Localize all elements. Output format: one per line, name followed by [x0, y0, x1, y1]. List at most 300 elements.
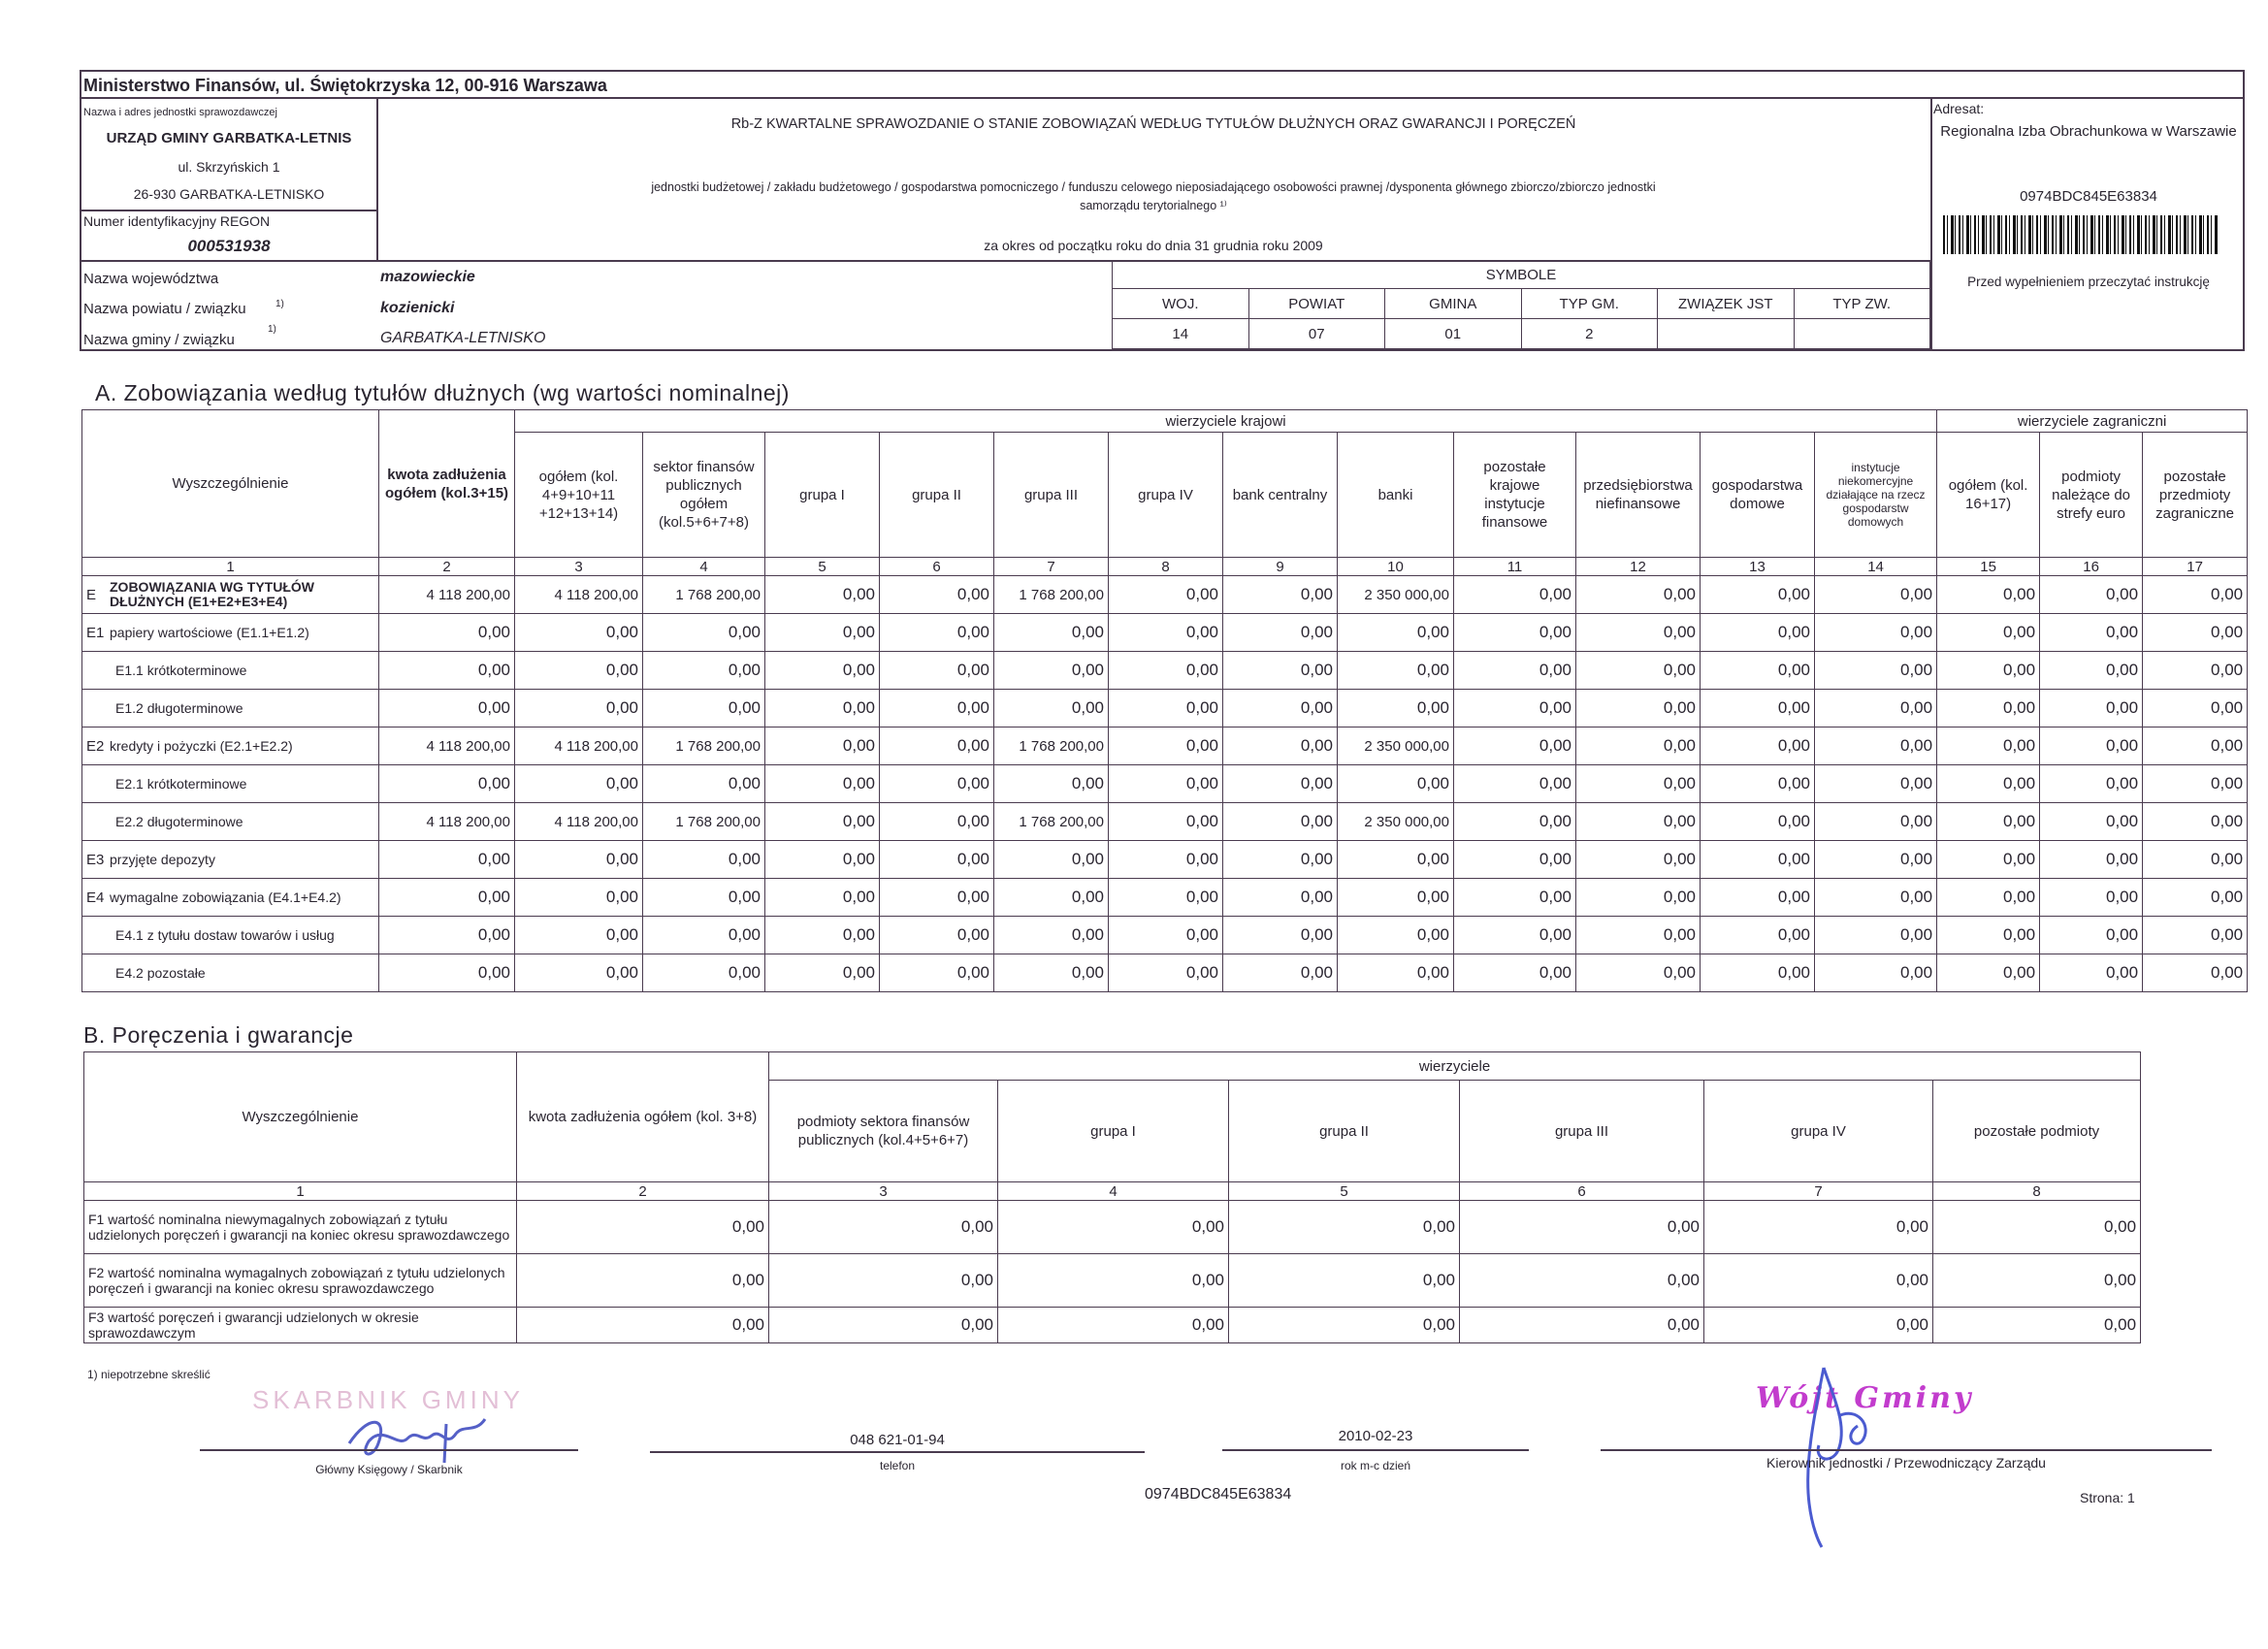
cell-value: 0,00	[1701, 652, 1815, 690]
row-code: E	[86, 586, 97, 603]
cell-value: 1 768 200,00	[994, 576, 1109, 614]
cell-value: 0,00	[1454, 728, 1576, 765]
cell-value: 0,00	[643, 765, 765, 803]
table-row	[82, 614, 2248, 652]
table-row	[82, 917, 2248, 954]
cell-value: 0,00	[998, 1254, 1229, 1308]
symbol-gmina-label: GMINA	[1385, 289, 1522, 319]
col-number: 11	[1454, 558, 1576, 576]
cell-value: 0,00	[1815, 803, 1937, 841]
col-header: pozostałe przedmioty zagraniczne	[2143, 433, 2248, 558]
date-caption: rok m-c dzień	[1340, 1459, 1411, 1472]
col-header: kwota zadłużenia ogółem (kol.3+15)	[379, 410, 515, 558]
addressee: Regionalna Izba Obrachunkowa w Warszawie	[1940, 123, 2237, 140]
col-number: 16	[2040, 558, 2143, 576]
cell-value: 0,00	[2143, 652, 2248, 690]
cell-value: 0,00	[994, 917, 1109, 954]
cell-value: 4 118 200,00	[379, 803, 515, 841]
cell-value: 0,00	[1109, 803, 1223, 841]
row-code: E2	[86, 737, 105, 755]
cell-value: 0,00	[1223, 841, 1338, 879]
cell-value: 4 118 200,00	[515, 803, 643, 841]
col-number: 15	[1937, 558, 2040, 576]
cell-value: 0,00	[379, 614, 515, 652]
cell-value: 0,00	[515, 765, 643, 803]
symbol-woj-label: WOJ.	[1113, 289, 1249, 319]
cell-value: 0,00	[379, 954, 515, 992]
cell-value: 0,00	[1223, 917, 1338, 954]
cell-value: 0,00	[2040, 954, 2143, 992]
col-header: bank centralny	[1223, 433, 1338, 558]
divider	[80, 97, 2245, 99]
row-text: E4.1 z tytułu dostaw towarów i usług	[115, 926, 335, 943]
row-label	[82, 614, 379, 652]
cell-value: 0,00	[1937, 652, 2040, 690]
cell-value: 0,00	[765, 765, 880, 803]
cell-value: 0,00	[1109, 841, 1223, 879]
col-header: przedsiębiorstwa niefinansowe	[1576, 433, 1701, 558]
cell-value: 0,00	[765, 917, 880, 954]
cell-value: 0,00	[1229, 1308, 1460, 1343]
cell-value: 0,00	[880, 879, 994, 917]
row-label	[82, 765, 379, 803]
footer-code: 0974BDC845E63834	[1145, 1486, 1292, 1503]
cell-value: 0,00	[1109, 917, 1223, 954]
row-text: E1.1 krótkoterminowe	[115, 662, 247, 678]
cell-value: 2 350 000,00	[1338, 728, 1454, 765]
cell-value: 0,00	[1937, 614, 2040, 652]
cell-value: 0,00	[1576, 690, 1701, 728]
col-header: podmioty należące do strefy euro	[2040, 433, 2143, 558]
col-number: 8	[1109, 558, 1223, 576]
col-header: gospodarstwa domowe	[1701, 433, 1815, 558]
cell-value: 0,00	[2040, 765, 2143, 803]
table-row	[82, 576, 2248, 614]
cell-value: 0,00	[769, 1201, 998, 1254]
cell-value: 0,00	[379, 652, 515, 690]
cell-value: 0,00	[2040, 841, 2143, 879]
cell-value: 0,00	[1937, 690, 2040, 728]
cell-value: 0,00	[515, 690, 643, 728]
cell-value: 0,00	[1338, 614, 1454, 652]
cell-value: 0,00	[998, 1201, 1229, 1254]
col-number: 2	[379, 558, 515, 576]
col-number: 12	[1576, 558, 1701, 576]
row-label: F1 wartość nominalna niewymagalnych zobowiązań z tytułu udzielonych poręczeń i gwarancji na koniec okresu sprawozdawczego	[84, 1201, 517, 1254]
ministry-line: Ministerstwo Finansów, ul. Świętokrzyska 12, 00-916 Warszawa	[83, 76, 607, 95]
col-number: 6	[880, 558, 994, 576]
phone-value: 048 621-01-94	[850, 1432, 945, 1448]
cell-value: 0,00	[1109, 954, 1223, 992]
cell-value: 0,00	[2143, 614, 2248, 652]
cell-value: 1 768 200,00	[643, 576, 765, 614]
cell-value: 0,00	[994, 690, 1109, 728]
cell-value: 0,00	[1576, 803, 1701, 841]
signature-line	[1222, 1449, 1529, 1451]
col-number: 5	[1229, 1182, 1460, 1201]
row-text: wymagalne zobowiązania (E4.1+E4.2)	[110, 889, 341, 905]
row-text: przyjęte depozyty	[110, 851, 215, 867]
district-label: Nazwa powiatu / związku	[83, 301, 246, 317]
symbol-typ-zw-label: TYP ZW.	[1794, 289, 1930, 319]
cell-value: 0,00	[1937, 954, 2040, 992]
divider	[1930, 97, 1932, 351]
cell-value: 0,00	[643, 841, 765, 879]
cell-value: 1 768 200,00	[994, 728, 1109, 765]
cell-value: 0,00	[1576, 728, 1701, 765]
cell-value: 0,00	[1937, 841, 2040, 879]
head-caption: Kierownik jednostki / Przewodniczący Zarządu	[1766, 1455, 2046, 1471]
cell-value: 0,00	[765, 803, 880, 841]
cell-value: 0,00	[1704, 1308, 1933, 1343]
cell-value: 4 118 200,00	[379, 728, 515, 765]
symbols-table	[1112, 260, 1930, 349]
symbols-caption: SYMBOLE	[1113, 261, 1930, 289]
cell-value: 0,00	[2040, 917, 2143, 954]
row-text: E4.2 pozostałe	[115, 964, 206, 981]
group-domestic: wierzyciele krajowi	[515, 410, 1937, 433]
col-header: pozostałe podmioty	[1933, 1081, 2141, 1182]
treasurer-stamp: SKARBNIK GMINY	[252, 1385, 524, 1414]
row-text: kredyty i pożyczki (E2.1+E2.2)	[110, 737, 293, 754]
cell-value: 0,00	[1937, 879, 2040, 917]
cell-value: 0,00	[880, 614, 994, 652]
cell-value: 2 350 000,00	[1338, 576, 1454, 614]
cell-value: 0,00	[379, 879, 515, 917]
cell-value: 0,00	[765, 954, 880, 992]
row-label	[82, 954, 379, 992]
cell-value: 0,00	[1454, 765, 1576, 803]
voivodeship-label: Nazwa województwa	[83, 271, 219, 287]
cell-value: 0,00	[1223, 652, 1338, 690]
col-number: 1	[84, 1182, 517, 1201]
col-number: 1	[82, 558, 379, 576]
row-text: E2.2 długoterminowe	[115, 813, 243, 829]
row-text: E1.2 długoterminowe	[115, 699, 243, 716]
row-text: E2.1 krótkoterminowe	[115, 775, 247, 792]
table-row	[82, 954, 2248, 992]
cell-value: 0,00	[1338, 765, 1454, 803]
cell-value: 0,00	[1338, 917, 1454, 954]
cell-value: 0,00	[765, 614, 880, 652]
group-creditors: wierzyciele	[769, 1052, 2141, 1081]
cell-value: 0,00	[1576, 576, 1701, 614]
cell-value: 0,00	[994, 879, 1109, 917]
cell-value: 0,00	[379, 841, 515, 879]
cell-value: 0,00	[1701, 954, 1815, 992]
col-number: 7	[994, 558, 1109, 576]
cell-value: 0,00	[1460, 1201, 1704, 1254]
cell-value: 0,00	[1454, 841, 1576, 879]
cell-value: 0,00	[765, 841, 880, 879]
regon-caption: Numer identyfikacyjny REGON	[83, 213, 271, 229]
cell-value: 0,00	[1701, 576, 1815, 614]
cell-value: 0,00	[880, 917, 994, 954]
report-date: 2010-02-23	[1338, 1428, 1413, 1444]
cell-value: 0,00	[1460, 1308, 1704, 1343]
cell-value: 1 768 200,00	[994, 803, 1109, 841]
symbol-typ-gm-value: 2	[1521, 319, 1658, 349]
cell-value: 0,00	[1109, 576, 1223, 614]
cell-value: 0,00	[1454, 576, 1576, 614]
cell-value: 0,00	[1576, 652, 1701, 690]
cell-value: 0,00	[880, 652, 994, 690]
col-number: 13	[1701, 558, 1815, 576]
section-b-title: B. Poręczenia i gwarancje	[83, 1022, 354, 1048]
col-header: grupa IV	[1704, 1081, 1933, 1182]
accountant-caption: Główny Księgowy / Skarbnik	[315, 1463, 463, 1476]
cell-value: 1 768 200,00	[643, 728, 765, 765]
cell-value: 0,00	[1937, 803, 2040, 841]
cell-value: 0,00	[1454, 917, 1576, 954]
cell-value: 0,00	[2143, 765, 2248, 803]
symbol-typ-gm-label: TYP GM.	[1521, 289, 1658, 319]
cell-value: 0,00	[2143, 803, 2248, 841]
cell-value: 0,00	[1454, 652, 1576, 690]
row-code: E1	[86, 624, 105, 641]
cell-value: 0,00	[1933, 1308, 2141, 1343]
cell-value: 0,00	[1460, 1254, 1704, 1308]
cell-value: 0,00	[1109, 652, 1223, 690]
cell-value: 0,00	[880, 954, 994, 992]
col-header: grupa IV	[1109, 433, 1223, 558]
cell-value: 0,00	[1815, 765, 1937, 803]
col-number: 3	[515, 558, 643, 576]
cell-value: 0,00	[1338, 841, 1454, 879]
cell-value: 0,00	[1576, 614, 1701, 652]
col-number: 17	[2143, 558, 2248, 576]
row-label	[82, 576, 379, 614]
cell-value: 0,00	[643, 954, 765, 992]
col-number: 4	[643, 558, 765, 576]
divider	[376, 97, 378, 262]
report-subtitle-2: samorządu terytorialnego ¹⁾	[1080, 199, 1227, 212]
cell-value: 0,00	[765, 652, 880, 690]
col-header: instytucje niekomercyjne działające na rzecz gospodarstw domowych	[1815, 433, 1937, 558]
cell-value: 0,00	[1576, 954, 1701, 992]
cell-value: 0,00	[515, 614, 643, 652]
cell-value: 0,00	[515, 917, 643, 954]
row-text: papiery wartościowe (E1.1+E1.2)	[110, 624, 309, 640]
cell-value: 0,00	[765, 576, 880, 614]
col-number: 10	[1338, 558, 1454, 576]
footnote: 1) niepotrzebne skreślić	[87, 1368, 211, 1381]
signature-line	[650, 1451, 1145, 1453]
col-header: grupa II	[1229, 1081, 1460, 1182]
cell-value: 0,00	[994, 841, 1109, 879]
cell-value: 0,00	[1454, 614, 1576, 652]
cell-value: 0,00	[1454, 690, 1576, 728]
cell-value: 0,00	[765, 690, 880, 728]
cell-value: 0,00	[643, 614, 765, 652]
unit-name: URZĄD GMINY GARBATKA-LETNIS	[106, 130, 352, 146]
unit-caption: Nazwa i adres jednostki sprawozdawczej	[83, 107, 277, 118]
cell-value: 0,00	[1223, 690, 1338, 728]
cell-value: 0,00	[1109, 614, 1223, 652]
cell-value: 2 350 000,00	[1338, 803, 1454, 841]
cell-value: 0,00	[1701, 803, 1815, 841]
cell-value: 0,00	[994, 652, 1109, 690]
cell-value: 0,00	[1815, 576, 1937, 614]
col-header: grupa III	[994, 433, 1109, 558]
cell-value: 0,00	[2143, 728, 2248, 765]
symbol-zwiazek-label: ZWIĄZEK JST	[1658, 289, 1795, 319]
regon-value: 000531938	[187, 237, 271, 255]
cell-value: 0,00	[1815, 614, 1937, 652]
report-title: Rb-Z KWARTALNE SPRAWOZDANIE O STANIE ZOBOWIĄZAŃ WEDŁUG TYTUŁÓW DŁUŻNYCH ORAZ GWARANCJI I PORĘCZEŃ	[730, 116, 1576, 132]
cell-value: 1 768 200,00	[643, 803, 765, 841]
head-stamp: Wójt Gminy	[1756, 1381, 1974, 1415]
cell-value: 0,00	[1704, 1254, 1933, 1308]
cell-value: 0,00	[880, 576, 994, 614]
section-a-title: A. Zobowiązania według tytułów dłużnych (wg wartości nominalnej)	[95, 380, 790, 405]
cell-value: 0,00	[1223, 765, 1338, 803]
cell-value: 0,00	[880, 841, 994, 879]
symbol-gmina-value: 01	[1385, 319, 1522, 349]
cell-value: 0,00	[880, 803, 994, 841]
section-a-table	[81, 409, 2248, 992]
col-header: sektor finansów publicznych ogółem (kol.5+6+7+8)	[643, 433, 765, 558]
cell-value: 0,00	[994, 614, 1109, 652]
cell-value: 0,00	[1701, 690, 1815, 728]
cell-value: 0,00	[2040, 690, 2143, 728]
phone-caption: telefon	[879, 1459, 916, 1472]
instruction-note: Przed wypełnieniem przeczytać instrukcję	[1967, 275, 2210, 289]
signature-line	[200, 1449, 578, 1451]
cell-value: 0,00	[1109, 690, 1223, 728]
cell-value: 0,00	[1937, 917, 2040, 954]
voivodeship-value: mazowieckie	[380, 269, 475, 285]
cell-value: 0,00	[1229, 1201, 1460, 1254]
table-row	[82, 728, 2248, 765]
col-header: grupa III	[1460, 1081, 1704, 1182]
cell-value: 0,00	[379, 690, 515, 728]
cell-value: 0,00	[1454, 954, 1576, 992]
table-row	[82, 690, 2248, 728]
signature-line	[1601, 1449, 2212, 1451]
unit-street: ul. Skrzyńskich 1	[178, 159, 280, 175]
symbol-woj-value: 14	[1113, 319, 1249, 349]
district-value: kozienicki	[380, 300, 455, 316]
col-number: 8	[1933, 1182, 2141, 1201]
cell-value: 0,00	[1933, 1201, 2141, 1254]
cell-value: 0,00	[1576, 879, 1701, 917]
cell-value: 0,00	[379, 917, 515, 954]
cell-value: 0,00	[1937, 765, 2040, 803]
cell-value: 0,00	[1223, 803, 1338, 841]
cell-value: 0,00	[994, 954, 1109, 992]
cell-value: 0,00	[1338, 879, 1454, 917]
cell-value: 0,00	[2040, 576, 2143, 614]
cell-value: 0,00	[517, 1308, 769, 1343]
cell-value: 0,00	[1223, 576, 1338, 614]
col-header: podmioty sektora finansów publicznych (kol.4+5+6+7)	[769, 1081, 998, 1182]
cell-value: 0,00	[1701, 917, 1815, 954]
unit-city: 26-930 GARBATKA-LETNISKO	[133, 186, 325, 202]
cell-value: 0,00	[1576, 917, 1701, 954]
cell-value: 0,00	[1815, 652, 1937, 690]
symbol-typ-zw-value	[1794, 319, 1930, 349]
cell-value: 0,00	[643, 917, 765, 954]
cell-value: 0,00	[1223, 954, 1338, 992]
col-number: 9	[1223, 558, 1338, 576]
divider	[80, 210, 376, 211]
cell-value: 4 118 200,00	[379, 576, 515, 614]
col-number: 7	[1704, 1182, 1933, 1201]
row-label	[82, 652, 379, 690]
cell-value: 0,00	[2143, 954, 2248, 992]
cell-value: 0,00	[515, 652, 643, 690]
cell-value: 0,00	[643, 879, 765, 917]
footnote-mark: 1)	[268, 324, 276, 335]
cell-value: 0,00	[880, 728, 994, 765]
col-number: 2	[517, 1182, 769, 1201]
cell-value: 0,00	[1701, 614, 1815, 652]
cell-value: 0,00	[2143, 841, 2248, 879]
table-row	[82, 652, 2248, 690]
col-header: banki	[1338, 433, 1454, 558]
cell-value: 0,00	[1815, 917, 1937, 954]
cell-value: 0,00	[1933, 1254, 2141, 1308]
report-subtitle: jednostki budżetowej / zakładu budżetowego / gospodarstwa pomocniczego / funduszu celowego nieposiadającego osobowości prawnej /dysponenta głównego zbiorczo/zbiorczo jednostki	[651, 180, 1656, 194]
cell-value: 0,00	[2143, 690, 2248, 728]
cell-value: 4 118 200,00	[515, 728, 643, 765]
cell-value: 0,00	[1815, 954, 1937, 992]
cell-value: 0,00	[1704, 1201, 1933, 1254]
addressee-caption: Adresat:	[1933, 101, 1985, 116]
table-row	[82, 803, 2248, 841]
cell-value: 0,00	[379, 765, 515, 803]
col-header: pozostałe krajowe instytucje finansowe	[1454, 433, 1576, 558]
symbol-powiat-value: 07	[1248, 319, 1385, 349]
cell-value: 0,00	[517, 1201, 769, 1254]
cell-value: 0,00	[515, 879, 643, 917]
cell-value: 0,00	[1109, 728, 1223, 765]
col-header: grupa II	[880, 433, 994, 558]
row-code: E3	[86, 851, 105, 868]
commune-label: Nazwa gminy / związku	[83, 332, 235, 348]
symbol-zwiazek-value	[1658, 319, 1795, 349]
cell-value: 0,00	[1454, 879, 1576, 917]
row-label	[82, 879, 379, 917]
col-header: Wyszczególnienie	[82, 410, 379, 558]
col-header: kwota zadłużenia ogółem (kol. 3+8)	[517, 1052, 769, 1182]
report-period: za okres od początku roku do dnia 31 grudnia roku 2009	[984, 238, 1323, 253]
cell-value: 0,00	[994, 765, 1109, 803]
cell-value: 0,00	[1701, 765, 1815, 803]
cell-value: 0,00	[1576, 765, 1701, 803]
cell-value: 0,00	[1109, 765, 1223, 803]
row-label	[82, 803, 379, 841]
col-number: 4	[998, 1182, 1229, 1201]
cell-value: 0,00	[998, 1308, 1229, 1343]
cell-value: 0,00	[1937, 576, 2040, 614]
cell-value: 4 118 200,00	[515, 576, 643, 614]
cell-value: 0,00	[1576, 841, 1701, 879]
cell-value: 0,00	[1815, 690, 1937, 728]
cell-value: 0,00	[1815, 879, 1937, 917]
cell-value: 0,00	[880, 765, 994, 803]
cell-value: 0,00	[1338, 652, 1454, 690]
cell-value: 0,00	[517, 1254, 769, 1308]
col-number: 6	[1460, 1182, 1704, 1201]
cell-value: 0,00	[1223, 614, 1338, 652]
col-header: grupa I	[765, 433, 880, 558]
cell-value: 0,00	[2143, 917, 2248, 954]
cell-value: 0,00	[515, 841, 643, 879]
cell-value: 0,00	[1223, 728, 1338, 765]
row-label	[82, 690, 379, 728]
